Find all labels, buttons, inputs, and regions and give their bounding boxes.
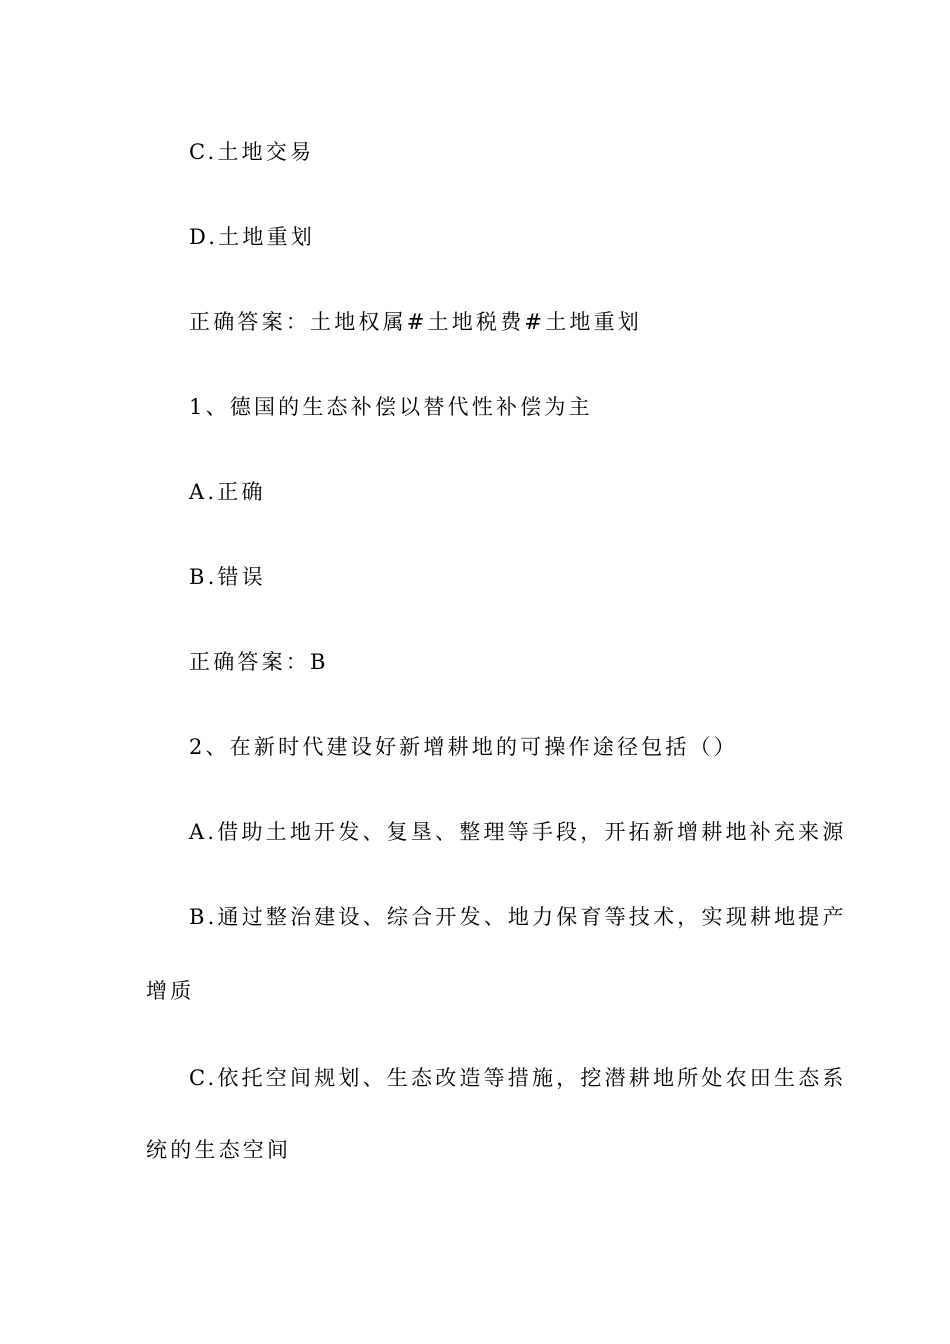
question-2: 2、在新时代建设好新增耕地的可操作途径包括（） (189, 735, 738, 759)
correct-answer-previous: 正确答案：土地权属#土地税费#土地重划 (189, 310, 642, 334)
question-2-option-c-line-2: 统的生态空间 (146, 1138, 292, 1162)
question-2-option-c-line-1: C.依托空间规划、生态改造等措施，挖潜耕地所处农田生态系 (189, 1066, 847, 1090)
question-2-option-a: A.借助土地开发、复垦、整理等手段，开拓新增耕地补充来源 (189, 820, 847, 844)
question-2-option-b-line-1: B.通过整治建设、综合开发、地力保育等技术，实现耕地提产 (189, 905, 847, 929)
question-1-option-a: A.正确 (189, 480, 266, 504)
question-1-answer: 正确答案：B (189, 650, 329, 674)
question-2-option-b-line-2: 增质 (146, 979, 195, 1003)
question-1-option-b: B.错误 (189, 565, 266, 589)
question-1: 1、德国的生态补偿以替代性补偿为主 (189, 395, 593, 419)
option-c-land-transaction: C.土地交易 (189, 140, 315, 164)
option-d-land-readjustment: D.土地重划 (189, 225, 315, 249)
